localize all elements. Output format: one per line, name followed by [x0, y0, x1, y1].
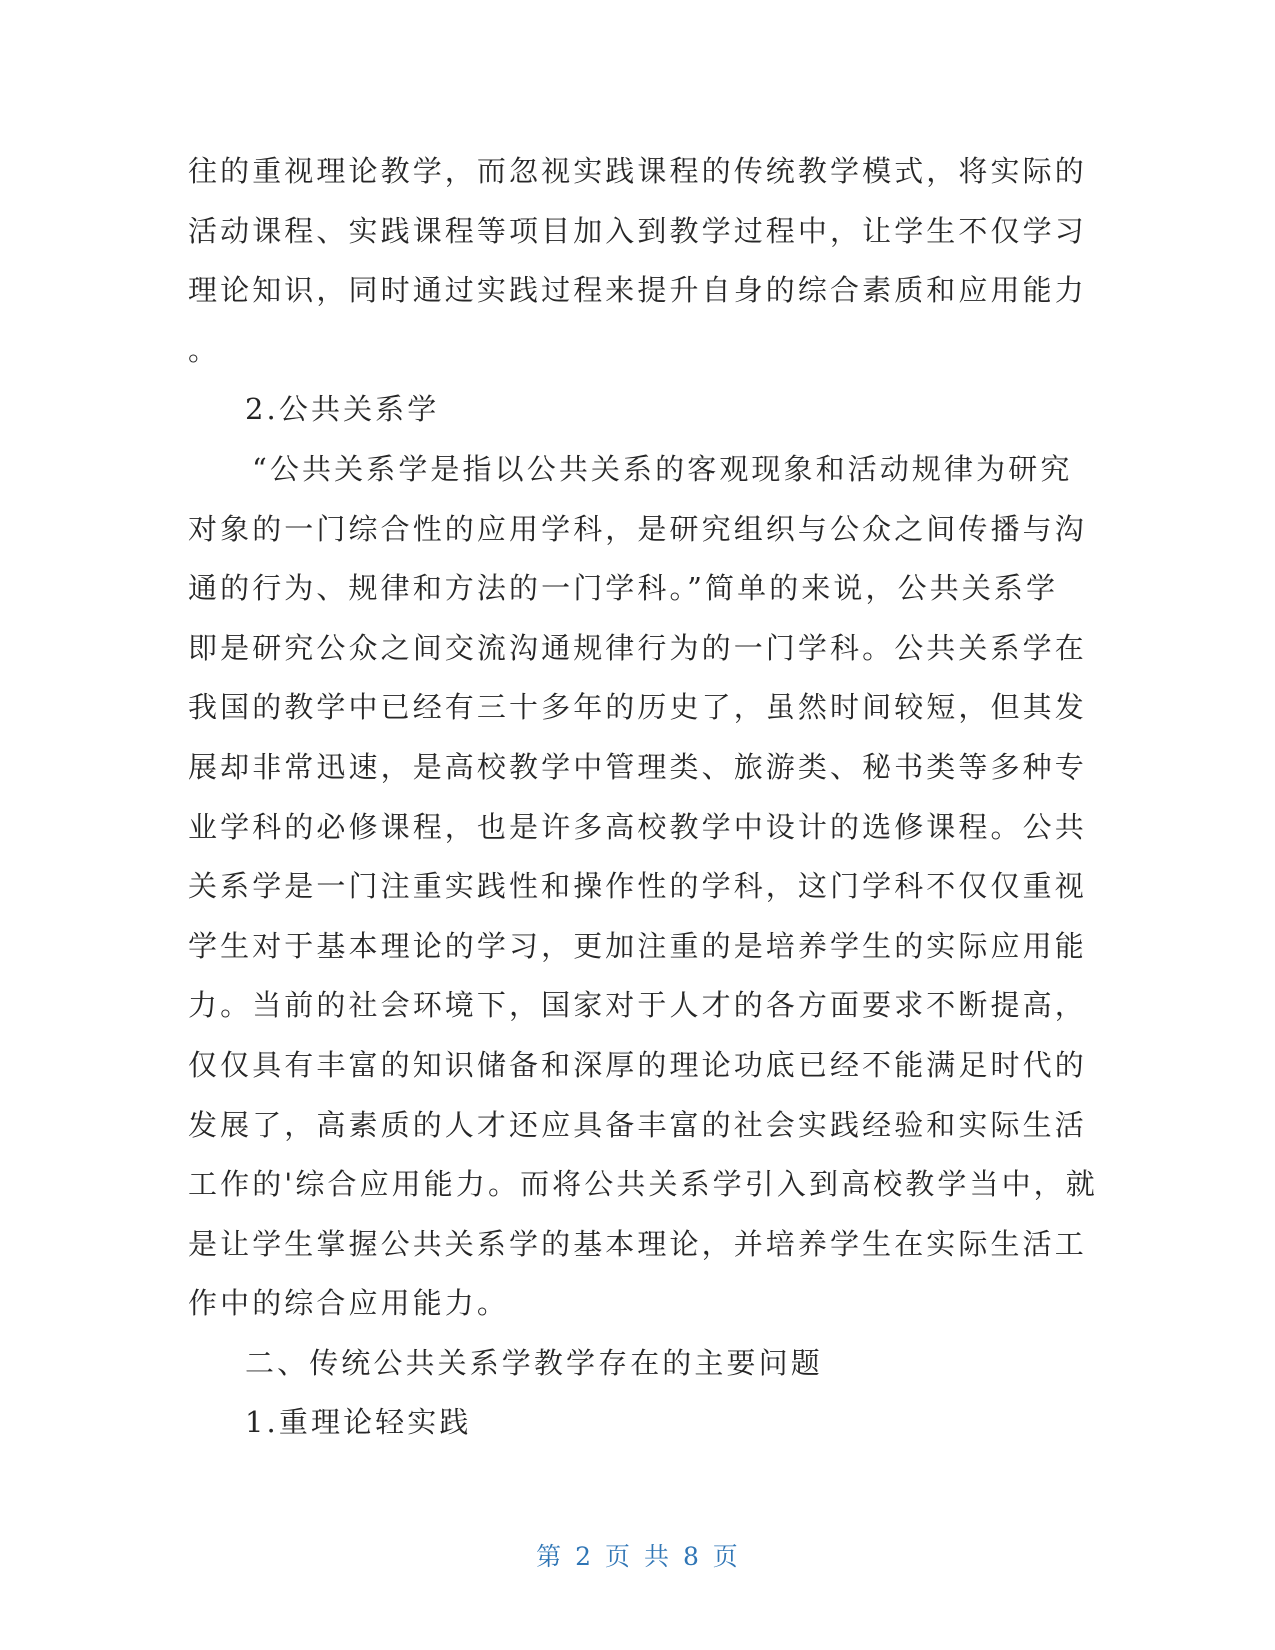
paragraph-line: 理论知识，同时通过实践过程来提升自身的综合素质和应用能力 [188, 273, 1087, 308]
paragraph-line: 工作的'综合应用能力。而将公共关系学引入到高校教学当中，就 [188, 1167, 1098, 1202]
paragraph-line: “公共关系学是指以公共关系的客观现象和活动规律为研究 [252, 451, 1073, 486]
document-body [188, 142, 1098, 1453]
paragraph-line: 活动课程、实践课程等项目加入到教学过程中，让学生不仅学习 [188, 213, 1087, 248]
paragraph-line: 我国的教学中已经有三十多年的历史了，虽然时间较短，但其发 [188, 690, 1087, 725]
paragraph-line: 即是研究公众之间交流沟通规律行为的一门学科。公共关系学在 [188, 630, 1087, 665]
paragraph-line: 展却非常迅速，是高校教学中管理类、旅游类、秘书类等多种专 [188, 749, 1087, 784]
paragraph-line: 力。当前的社会环境下，国家对于人才的各方面要求不断提高， [188, 988, 1087, 1023]
paragraph-line: 是让学生掌握公共关系学的基本理论，并培养学生在实际生活工 [188, 1226, 1087, 1261]
page-footer [0, 1537, 1275, 1573]
paragraph-line: 业学科的必修课程，也是许多高校教学中设计的选修课程。公共 [188, 809, 1087, 844]
footer-label-gong: 共 [643, 1542, 670, 1571]
section-heading: 二、传统公共关系学教学存在的主要问题 [245, 1345, 823, 1380]
subheading-public-relations: 2.公共关系学 [245, 392, 440, 427]
footer-current-page: 2 [575, 1542, 593, 1571]
paragraph-line: 发展了，高素质的人才还应具备丰富的社会实践经验和实际生活 [188, 1107, 1087, 1142]
paragraph-line: 仅仅具有丰富的知识储备和深厚的理论功底已经不能满足时代的 [188, 1047, 1087, 1082]
paragraph-line: 。 [188, 332, 221, 367]
paragraph-line: 对象的一门综合性的应用学科，是研究组织与公众之间传播与沟 [188, 511, 1087, 546]
paragraph-line: 学生对于基本理论的学习，更加注重的是培养学生的实际应用能 [188, 928, 1087, 963]
paragraph-line: 关系学是一门注重实践性和操作性的学科，这门学科不仅仅重视 [188, 869, 1087, 904]
paragraph-line: 作中的综合应用能力。 [188, 1286, 510, 1321]
footer-label-di: 第 [536, 1542, 563, 1571]
footer-label-ye2: 页 [712, 1542, 739, 1571]
paragraph-line: 往的重视理论教学，而忽视实践课程的传统教学模式，将实际的 [188, 154, 1087, 188]
footer-label-ye: 页 [605, 1542, 632, 1571]
footer-total-pages: 8 [682, 1542, 700, 1571]
paragraph-line: 通的行为、规律和方法的一门学科。”简单的来说，公共关系学 [188, 571, 1059, 606]
subheading-theory-over-practice: 1.重理论轻实践 [245, 1405, 472, 1440]
